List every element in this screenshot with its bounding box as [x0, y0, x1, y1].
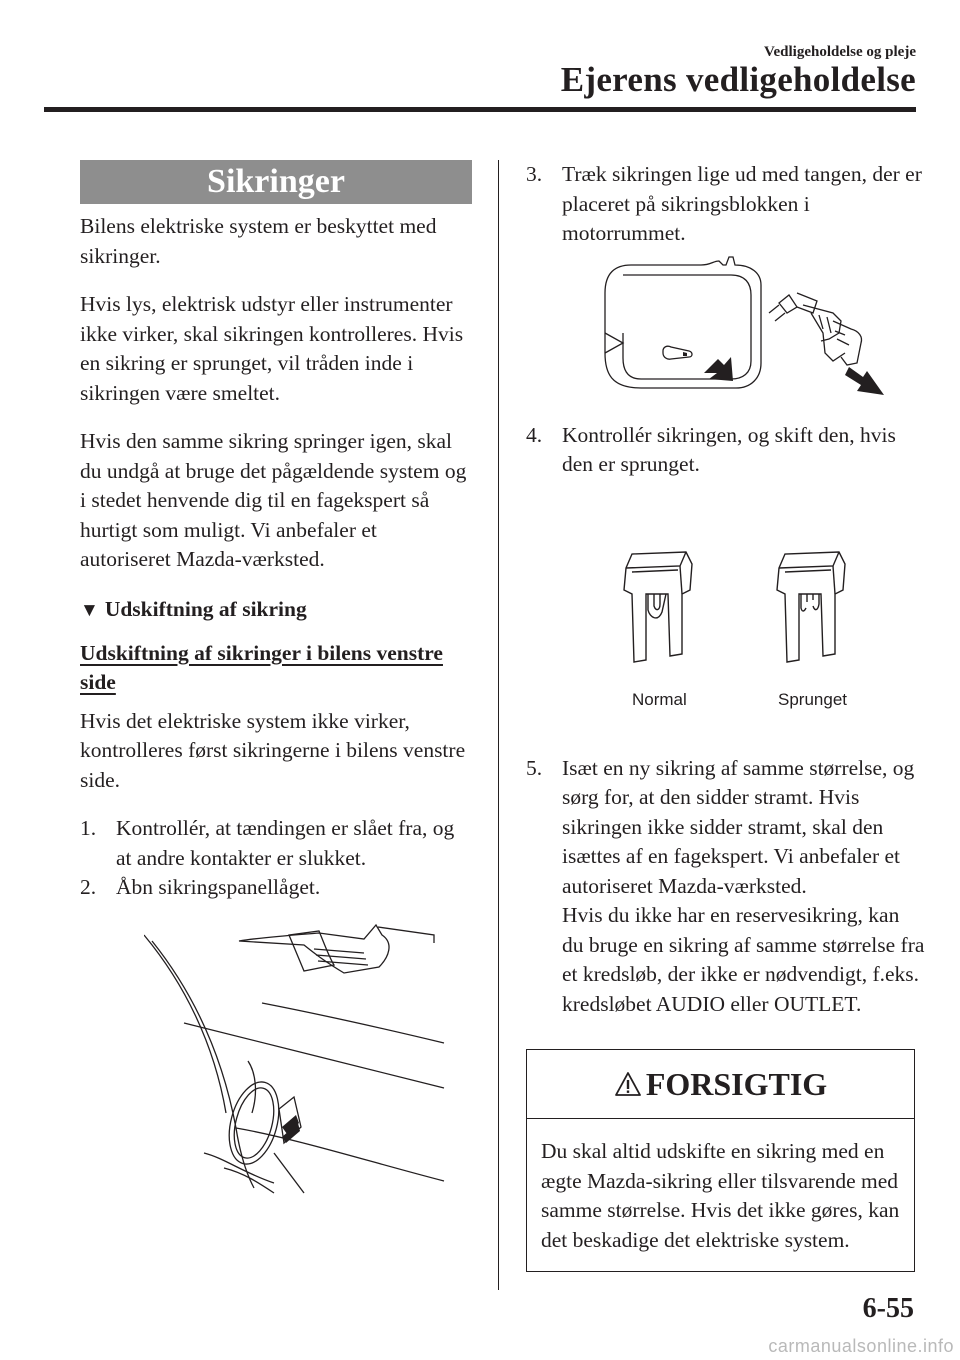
section-banner: Sikringer	[80, 160, 472, 204]
caution-box	[526, 1049, 915, 1272]
fuse-comparison-figure	[618, 550, 918, 710]
intro-paragraph-3: Hvis den samme sikring springer igen, skal du undgå at bruge det pågældende system og i stedet henvende dig til en fagekspert så hurtigt som muligt. Vi anbefaler et autoriseret Mazda-værksted.	[80, 429, 467, 571]
step-number: 4.	[526, 422, 543, 447]
step-text: Træk sikringen lige ud med tangen, der er placeret på sikringsblokken i motorrummet.	[562, 162, 922, 245]
watermark: carmanualsonline.info	[768, 1336, 954, 1356]
right-column	[526, 160, 926, 1272]
column-divider	[498, 160, 499, 1290]
fuse-blown-illustration	[771, 550, 846, 665]
caution-title: FORSIGTIG	[645, 1065, 828, 1102]
step-number: 2.	[80, 875, 97, 899]
header-section-title: Ejerens vedligeholdelse	[560, 60, 916, 99]
step-text: Kontrollér, at tændingen er slået fra, og at andre kontakter er slukket.	[116, 816, 455, 870]
header-rule	[44, 107, 916, 112]
step-item	[526, 754, 926, 1020]
step-number: 3.	[526, 162, 543, 186]
fuse-normal-illustration	[618, 550, 693, 665]
step-text	[562, 754, 926, 1020]
step-item	[80, 873, 472, 903]
subheading	[80, 595, 472, 625]
triangle-bullet-icon: ▼	[80, 599, 99, 621]
step-number: 5.	[526, 755, 543, 780]
fuse-normal-caption: Normal	[632, 689, 687, 709]
step-text-part-2: Hvis du ikke har en reservesikring, kan du bruge en sikring af samme størrelse fra et kredsløb, der ikke er nødvendigt, f.eks. kredsløbet AUDIO eller OUTLET.	[562, 903, 925, 1016]
caution-text: Du skal altid udskifte en sikring med en ægte Mazda-sikring eller tilsvarende med samme størrelse. Hvis det ikke gøres, kan det beskadige det elektriske system.	[541, 1139, 900, 1252]
steps-list-left	[80, 814, 472, 903]
fuse-blown-caption: Sprunget	[778, 689, 847, 709]
step-item	[80, 814, 472, 873]
step-text: Kontrollér sikringen, og skift den, hvis den er sprunget.	[562, 422, 896, 476]
step-text-part-1: Isæt en ny sikring af samme størrelse, og sørg for, at den sidder stramt. Hvis sikringen ikke sidder stramt, skal den isættes af en fagekspert. Vi anbefaler et autoriseret Mazda-værksted.	[562, 755, 915, 898]
header-chapter: Vedligeholdelse og pleje	[764, 44, 916, 60]
sub-subheading: Udskiftning af sikringer i bilens venstre side	[80, 640, 443, 694]
caution-header	[527, 1050, 914, 1119]
subheading-text: Udskiftning af sikring	[104, 596, 307, 621]
step-number: 1.	[80, 816, 97, 840]
body-paragraph: Hvis det elektriske system ikke virker, kontrolleres først sikringerne i bilens venstre side.	[80, 708, 466, 792]
page-number: 6-55	[862, 1293, 914, 1324]
fuse-removal-illustration	[601, 253, 891, 408]
left-column	[80, 160, 472, 1203]
intro-paragraph-1: Bilens elektriske system er beskyttet med sikringer.	[80, 214, 437, 268]
fuse-panel-illustration	[144, 913, 464, 1198]
step-item	[526, 421, 926, 480]
intro-paragraph-2: Hvis lys, elektrisk udstyr eller instrumenter ikke virker, skal sikringen kontrolleres. Hvis en sikring er sprunget, vil tråden inde i sikringen være smeltet.	[80, 292, 464, 405]
step-text: Åbn sikringspanellåget.	[116, 875, 321, 899]
step-item	[526, 160, 926, 249]
warning-triangle-icon	[614, 1071, 642, 1097]
